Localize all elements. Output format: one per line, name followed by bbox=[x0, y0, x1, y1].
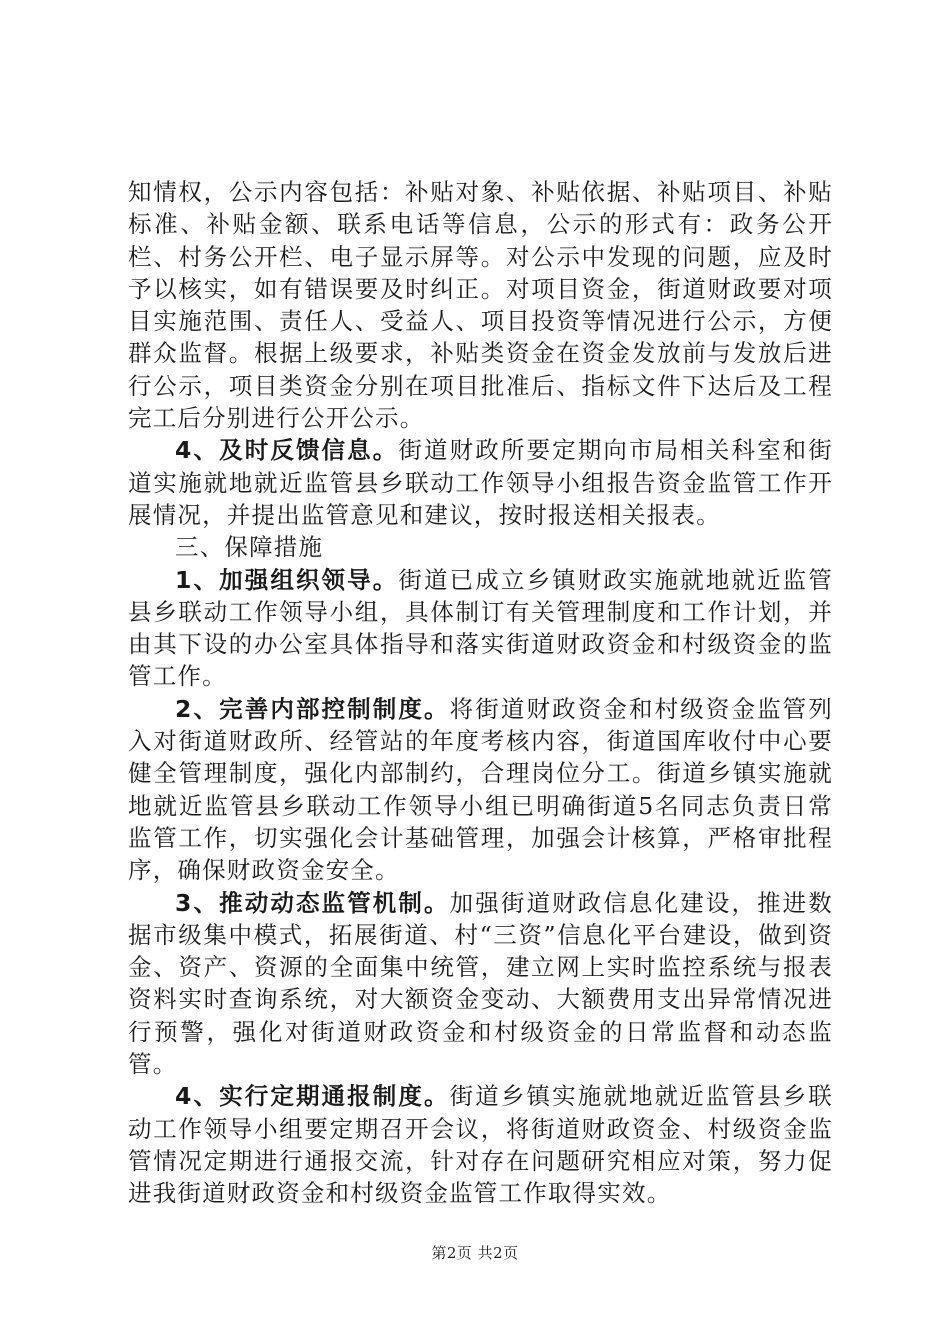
paragraph-heading: 2、完善内部控制制度。 bbox=[175, 694, 450, 723]
paragraph-dynamic-supervision bbox=[128, 887, 833, 1081]
paragraph-public-notice bbox=[128, 176, 833, 434]
section-heading-text: 三、保障措施 bbox=[175, 533, 324, 562]
paragraph-text: 将街道财政资金和村级资金监管列入对街道财政所、经管站的年度考核内容，街道国库收付中心要健全管理制度，强化内部制约，合理岗位分工。街道乡镇实施就地就近监管县乡联动工作领导小组已明确街道5名同志负责日常监管工作，切实强化会计基础管理，加强会计核算，严格审批程序，确保财政资金安全。 bbox=[128, 694, 834, 885]
paragraph-text: 知情权，公示内容包括：补贴对象、补贴依据、补贴项目、补贴标准、补贴金额、联系电话等信息，公示的形式有：政务公开栏、村务公开栏、电子显示屏等。对公示中发现的问题，应及时予以核实，如有错误要及时纠正。对项目资金，街道财政要对项目实施范围、责任人、受益人、项目投资等情况进行公示，方便群众监督。根据上级要求，补贴类资金在资金发放前与发放后进行公示，项目类资金分别在项目批准后、指标文件下达后及工程完工后分别进行公开公示。 bbox=[128, 178, 833, 433]
paragraph-text: 街道乡镇实施就地就近监管县乡联动工作领导小组要定期召开会议，将街道财政资金、村级资金监管情况定期进行通报交流，针对存在问题研究相应对策，努力促进我街道财政资金和村级资金监管工作取得实效。 bbox=[128, 1082, 834, 1208]
paragraph-regular-report bbox=[128, 1080, 833, 1209]
paragraph-heading: 4、及时反馈信息。 bbox=[175, 436, 399, 465]
paragraph-internal-control bbox=[128, 693, 833, 887]
paragraph-heading: 4、实行定期通报制度。 bbox=[175, 1082, 450, 1111]
section-heading-safeguards bbox=[128, 531, 833, 563]
paragraph-organization bbox=[128, 564, 833, 693]
paragraph-feedback bbox=[128, 434, 833, 531]
paragraph-text: 街道财政所要定期向市局相关科室和街道实施就地就近监管县乡联动工作领导小组报告资金监管工作开展情况，并提出监管意见和建议，按时报送相关报表。 bbox=[128, 436, 834, 529]
page-number: 第2页 共2页 bbox=[431, 1244, 519, 1262]
paragraph-text: 加强街道财政信息化建设，推进数据市级集中模式，拓展街道、村“三资”信息化平台建设，做到资金、资产、资源的全面集中统管，建立网上实时监控系统与报表资料实时查询系统，对大额资金变动、大额费用支出异常情况进行预警，强化对街道财政资金和村级资金的日常监督和动态监管。 bbox=[128, 888, 834, 1079]
page-footer bbox=[0, 1242, 950, 1263]
paragraph-heading: 1、加强组织领导。 bbox=[175, 565, 399, 594]
paragraph-heading: 3、推动动态监管机制。 bbox=[175, 888, 450, 917]
paragraph-text: 街道已成立乡镇财政实施就地就近监管县乡联动工作领导小组，具体制订有关管理制度和工作计划，并由其下设的办公室具体指导和落实街道财政资金和村级资金的监管工作。 bbox=[128, 565, 834, 691]
document-body bbox=[128, 176, 833, 1210]
